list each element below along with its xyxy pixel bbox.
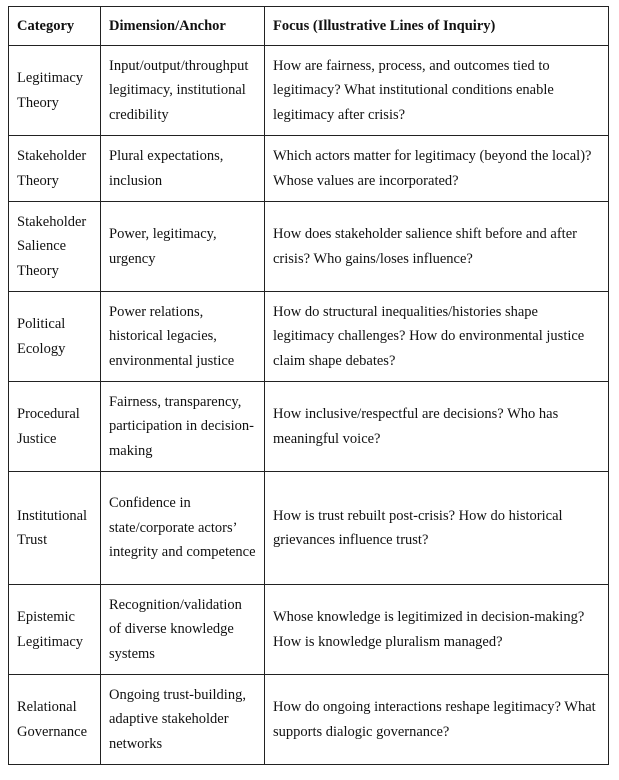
category-cell: Relational Governance [9, 675, 101, 765]
focus-cell: How are fairness, process, and outcomes tied to legitimacy? What institutional conditions enable legitimacy after crisis? [265, 46, 609, 136]
theory-table [8, 6, 609, 765]
table-row [9, 136, 609, 202]
dimension-cell: Fairness, transparency, participation in decision-making [101, 382, 265, 472]
focus-cell: How do structural inequalities/histories shape legitimacy challenges? How do environmental justice claim shape debates? [265, 292, 609, 382]
header-focus: Focus (Illustrative Lines of Inquiry) [265, 7, 609, 46]
table-row [9, 46, 609, 136]
category-cell: Political Ecology [9, 292, 101, 382]
table-row [9, 382, 609, 472]
dimension-cell: Ongoing trust-building, adaptive stakeholder networks [101, 675, 265, 765]
focus-cell: How inclusive/respectful are decisions? Who has meaningful voice? [265, 382, 609, 472]
dimension-cell: Confidence in state/corporate actors’ integrity and competence [101, 472, 265, 585]
dimension-cell: Recognition/validation of diverse knowledge systems [101, 585, 265, 675]
dimension-cell: Power relations, historical legacies, environmental justice [101, 292, 265, 382]
focus-cell: How does stakeholder salience shift before and after crisis? Who gains/loses influence? [265, 202, 609, 292]
focus-cell: Whose knowledge is legitimized in decision-making? How is knowledge pluralism managed? [265, 585, 609, 675]
dimension-cell: Plural expectations, inclusion [101, 136, 265, 202]
table-row [9, 472, 609, 585]
category-cell: Institutional Trust [9, 472, 101, 585]
category-cell: Stakeholder Salience Theory [9, 202, 101, 292]
table-row [9, 292, 609, 382]
category-cell: Legitimacy Theory [9, 46, 101, 136]
table-row [9, 202, 609, 292]
focus-cell: How is trust rebuilt post-crisis? How do historical grievances influence trust? [265, 472, 609, 585]
header-category: Category [9, 7, 101, 46]
table-row [9, 675, 609, 765]
category-cell: Epistemic Legitimacy [9, 585, 101, 675]
category-cell: Stakeholder Theory [9, 136, 101, 202]
focus-cell: Which actors matter for legitimacy (beyond the local)? Whose values are incorporated? [265, 136, 609, 202]
dimension-cell: Power, legitimacy, urgency [101, 202, 265, 292]
header-dimension: Dimension/Anchor [101, 7, 265, 46]
table-row [9, 585, 609, 675]
category-cell: Procedural Justice [9, 382, 101, 472]
focus-cell: How do ongoing interactions reshape legitimacy? What supports dialogic governance? [265, 675, 609, 765]
dimension-cell: Input/output/throughput legitimacy, institutional credibility [101, 46, 265, 136]
table-header-row [9, 7, 609, 46]
